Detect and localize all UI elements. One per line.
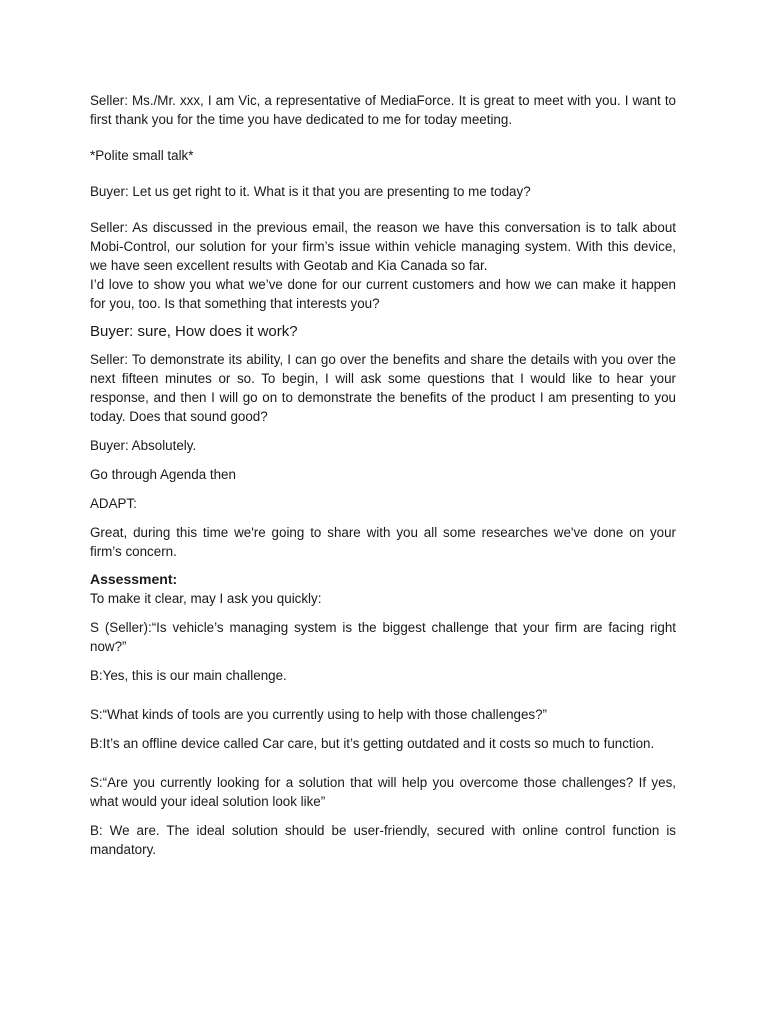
great-research-paragraph: Great, during this time we're going to share with you all some researches we've done on your firm’s concern. — [90, 525, 676, 559]
ask-quickly-paragraph: To make it clear, may I ask you quickly: — [90, 591, 322, 606]
buyer-absolutely-paragraph: Buyer: Absolutely. — [90, 438, 197, 453]
document-page — [90, 91, 676, 859]
seller-mobi-control-paragraph: Seller: As discussed in the previous email, the reason we have this conversation is to talk about Mobi-Control, our solution for your firm’s issue within vehicle managing system. With this device, we have seen excellent results with Geotab and Kia Canada so far. — [90, 220, 676, 273]
seller-tools-question: S:“What kinds of tools are you currently using to help with those challenges?” — [90, 707, 548, 722]
agenda-note: Go through Agenda then — [90, 467, 236, 482]
assessment-heading: Assessment: — [90, 571, 178, 587]
buyer-question-paragraph: Buyer: Let us get right to it. What is it that you are presenting to me today? — [90, 184, 531, 199]
adapt-label: ADAPT: — [90, 496, 137, 511]
buyer-how-paragraph: Buyer: sure, How does it work? — [90, 323, 298, 340]
buyer-car-care-answer: B:It’s an offline device called Car care, but it’s getting outdated and it costs so much to function. — [90, 736, 655, 751]
buyer-main-challenge: B:Yes, this is our main challenge. — [90, 668, 287, 683]
seller-interest-paragraph: I’d love to show you what we’ve done for our current customers and how we can make it happen for you, too. Is that something that interests you? — [90, 277, 676, 311]
seller-demonstrate-paragraph: Seller: To demonstrate its ability, I can go over the benefits and share the details with you over the next fifteen minutes or so. To begin, I will ask some questions that I would like to hear your response, and then I will go on to demonstrate the benefits of the product I am presenting to you today. Does that sound good? — [90, 352, 676, 424]
seller-intro-paragraph: Seller: Ms./Mr. xxx, I am Vic, a representative of MediaForce. It is great to meet with you. I want to first thank you for the time you have dedicated to me for today meeting. — [90, 93, 676, 127]
seller-solution-question: S:“Are you currently looking for a solution that will help you overcome those challenges? If yes, what would your ideal solution look like” — [90, 775, 676, 809]
small-talk-note: *Polite small talk* — [90, 148, 194, 163]
buyer-ideal-solution-answer: B: We are. The ideal solution should be user-friendly, secured with online control function is mandatory. — [90, 823, 676, 857]
seller-challenge-question: S (Seller):“Is vehicle’s managing system is the biggest challenge that your firm are facing right now?” — [90, 620, 676, 654]
